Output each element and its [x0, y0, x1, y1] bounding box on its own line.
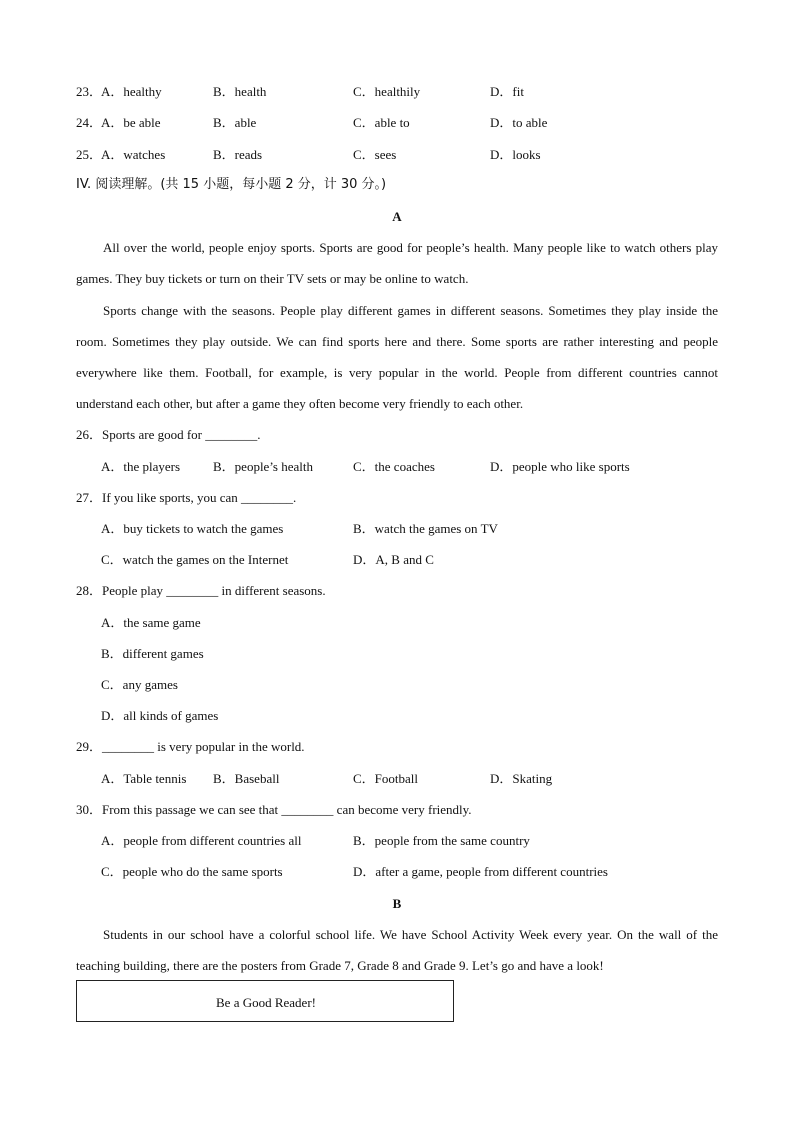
question-24-number: 24．: [76, 115, 103, 130]
q24-option-d: D．to able: [490, 115, 548, 130]
q24-option-b: B．able: [213, 115, 257, 130]
poster-title: Be a Good Reader!: [216, 995, 316, 1010]
q24-option-c: C．able to: [353, 115, 410, 130]
question-26-stem: 26．Sports are good for ________.: [76, 427, 261, 442]
poster-box: [76, 980, 454, 1022]
question-28-stem: 28．People play ________ in different seasons.: [76, 583, 326, 598]
q27-option-b: B．watch the games on TV: [353, 521, 498, 536]
q28-option-b: B．different games: [101, 646, 204, 661]
q25-option-c: C．sees: [353, 147, 397, 162]
passage-b-title: B: [392, 896, 402, 911]
q27-option-d: D．A, B and C: [353, 552, 434, 567]
q26-option-b: B．people’s health: [213, 459, 314, 474]
passage-a-paragraph-2: Sports change with the seasons. People play different games in different seasons. Sometimes they play inside the room. Sometimes they play outside. We can find sports here and there. Some sports are rather interesting and people everywhere like them. Football, for example, is very popular in the world. People from different countries cannot understand each other, but after a game they often become very friendly to each other.: [76, 303, 718, 411]
question-29-stem: 29．________ is very popular in the world.: [76, 739, 305, 754]
q26-option-d: D．people who like sports: [490, 459, 630, 474]
q27-option-c: C．watch the games on the Internet: [101, 552, 289, 567]
q29-option-d: D．Skating: [490, 771, 553, 786]
q30-option-b: B．people from the same country: [353, 833, 530, 848]
q23-option-b: B．health: [213, 84, 267, 99]
passage-a-paragraph-1: All over the world, people enjoy sports. Sports are good for people’s health. Many people like to watch others play games. They buy tickets or turn on their TV sets or may be online to watch.: [76, 240, 718, 286]
q23-option-a: A．healthy: [101, 84, 162, 99]
q23-option-d: D．fit: [490, 84, 524, 99]
question-27-stem: 27．If you like sports, you can ________.: [76, 490, 297, 505]
q30-option-a: A．people from different countries all: [101, 833, 302, 848]
question-25-number: 25．: [76, 147, 103, 162]
question-23-number: 23．: [76, 84, 103, 99]
question-30-stem: 30．From this passage we can see that ________ can become very friendly.: [76, 802, 472, 817]
q24-option-a: A．be able: [101, 115, 161, 130]
q30-option-d: D．after a game, people from different countries: [353, 864, 608, 879]
q30-option-c: C．people who do the same sports: [101, 864, 283, 879]
q29-option-a: A．Table tennis: [101, 771, 187, 786]
q29-option-c: C．Football: [353, 771, 419, 786]
q28-option-a: A．the same game: [101, 615, 201, 630]
q25-option-a: A．watches: [101, 147, 166, 162]
q25-option-b: B．reads: [213, 147, 263, 162]
q23-option-c: C．healthily: [353, 84, 421, 99]
q25-option-d: D．looks: [490, 147, 541, 162]
q27-option-a: A．buy tickets to watch the games: [101, 521, 284, 536]
q29-option-b: B．Baseball: [213, 771, 280, 786]
q26-option-a: A．the players: [101, 459, 181, 474]
passage-a-title: A: [392, 209, 402, 224]
q28-option-d: D．all kinds of games: [101, 708, 219, 723]
passage-b-paragraph-1: Students in our school have a colorful school life. We have School Activity Week every year. On the wall of the teaching building, there are the posters from Grade 7, Grade 8 and Grade 9. Let’s go and have a look!: [76, 927, 718, 973]
section-iv-heading: IV. 阅读理解。(共 15 小题，每小题 2 分，计 30 分。): [76, 177, 387, 192]
q28-option-c: C．any games: [101, 677, 178, 692]
q26-option-c: C．the coaches: [353, 459, 435, 474]
